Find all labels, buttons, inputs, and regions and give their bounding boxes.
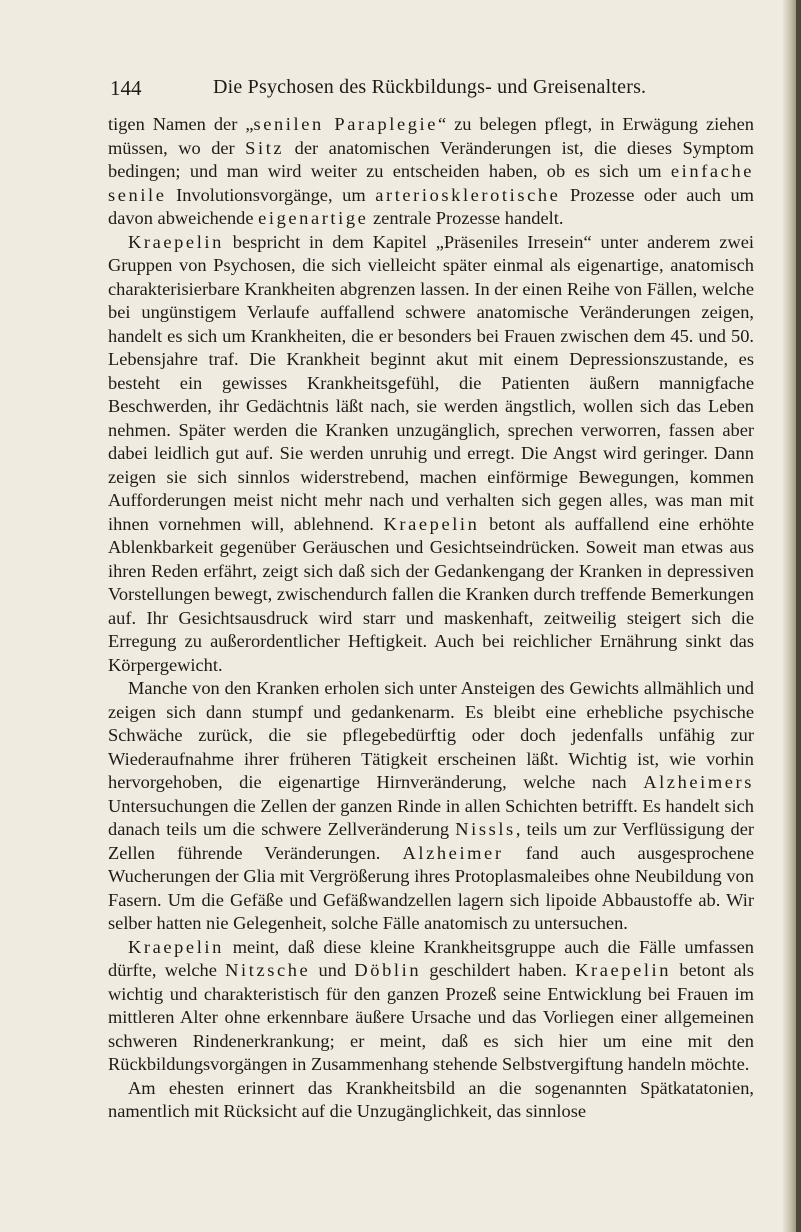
text-run: Manche von den Kranken erholen sich unter Ansteigen des Gewichts allmählich und zeigen sich dann stumpf und gedankenarm. Es bleibt eine erhebliche psychische Schwäche zurück, die sie pflegebedürftig oder doch jedenfalls unfähig zur Wiederaufnahme ihrer früheren Tätigkeit erscheinen läßt. Wichtig ist, wie vorhin hervorgehoben, die eigenartige Hirnveränderung, welche nach [108, 678, 754, 792]
paragraph [108, 1077, 754, 1124]
spaced-name: Kraepelin [128, 231, 224, 252]
spaced-name: Nitzsche [225, 960, 311, 980]
spaced-name: Alzheimer [402, 842, 504, 863]
text-run: “ zu belegen pflegt, in Erwägung ziehen müssen, wo der [108, 114, 754, 158]
text-run: Am ehesten erinnert das Krankheitsbild an die sogenannten Spätkatatonien, namentlich mit Rücksicht auf die Unzugänglichkeit, das sinnlose [108, 1077, 754, 1121]
spaced-name: Kraepelin [383, 513, 480, 534]
paragraph [108, 677, 754, 936]
body-text [108, 113, 754, 1124]
text-run: Untersuchungen die Zellen der ganzen Rinde in allen Schichten betrifft. Es handelt sich danach teils um die schwere Zellveränderung [108, 795, 754, 839]
paragraph [108, 936, 754, 1077]
spaced-name: Kraepelin [128, 936, 224, 957]
text-run: betont als auffallend eine erhöhte Ablenkbarkeit gegenüber Geräuschen und Gesichtseindrücken. Soweit man etwas aus ihren Reden erfährt, zeigt sich daß sich der Gedankengang der Kranken in depressiven Vorstellungen bewegt, zwischendurch fallen die Kranken durch treffende Bemerkungen auf. Ihr Gesichtsausdruck wird starr und maskenhaft, zeitweilig steigert sich die Erregung zu außerordentlicher Heftigkeit. Auch bei reichlicher Ernährung sinkt das Körpergewicht. [108, 513, 755, 675]
page-header [110, 76, 750, 106]
text-run: geschildert haben. [421, 960, 576, 980]
text-run: bespricht in dem Kapitel „Präseniles Irresein“ unter anderem zwei Gruppen von Psychosen, die sich vielleicht später einmal als eigenartige, anatomisch charakterisierbare Krankheiten abgrenzen lassen. In der einen Reihe von Fällen, welche bei ungünstigem Verlaufe auffallend schwere anatomische Veränderungen zeigen, handelt es sich um Krankheiten, die er besonders bei Frauen zwischen dem 45. und 50. Lebensjahre traf. Die Krankheit beginnt akut mit einem Depressionszustande, es besteht ein gewisses Krankheitsgefühl, die Patienten äußern mannigfache Beschwerden, ihr Gedächtnis läßt nach, sie werden ängstlich, wollen sich das Leben nehmen. Später werden die Kranken unzugänglich, sprechen verworren, fassen aber dabei leidlich gut auf. Sie werden unruhig und erregt. Die Angst wird geringer. Dann zeigen sie sich sinnlos widerstrebend, machen einförmige Bewegungen, kommen Aufforderungen meist nicht mehr nach und verhalten sich gegen alles, was man mit ihnen vornehmen will, ablehnend. [108, 231, 754, 534]
text-run: tigen Namen der „ [108, 114, 254, 134]
book-binding-shadow [796, 0, 801, 1232]
running-head: Die Psychosen des Rückbildungs- und Greisenalters. [213, 76, 647, 98]
text-run: Involutionsvorgänge, um [166, 184, 376, 205]
spaced-name: eigenartige [258, 208, 369, 228]
spaced-name: Kraepelin [575, 960, 672, 980]
text-run: fand auch ausgesprochene Wucherungen der Glia mit Vergrößerung ihres Protoplasmaleibes ohne Neubildung von Fasern. Um die Gefäße und Gefäßwandzellen lagern sich lipoide Abbaustoffe ab. Wir selber hatten nie Gelegenheit, solche Fälle anatomisch zu untersuchen. [108, 842, 754, 933]
spaced-name: senilen Paraplegie [253, 114, 438, 134]
paragraph [108, 113, 754, 231]
spaced-name: Sitz [245, 137, 285, 158]
spaced-name: Alzheimers [643, 772, 754, 792]
spaced-name: Döblin [354, 960, 422, 980]
paragraph [108, 231, 754, 678]
text-run: und [310, 960, 355, 980]
spaced-name: Nissls [455, 819, 516, 839]
spaced-name: arteriosklerotische [375, 184, 561, 205]
page-number: 144 [110, 76, 142, 100]
spaced-name: einfache senile [108, 161, 754, 205]
text-run: zentrale Prozesse handelt. [368, 208, 564, 228]
text-run: meint, daß diese kleine Krankheitsgruppe auch die Fälle umfassen dürfte, welche [108, 936, 754, 980]
text-run: , teils um zur Verflüssigung der Zellen führende Veränderungen. [108, 819, 754, 863]
text-run: betont als wichtig und charakteristisch für den ganzen Prozeß seine Entwicklung bei Frauen im mittleren Alter ohne erkennbare äußere Ursache und das Vorliegen einer allgemeinen schweren Rindenerkrankung; er meint, daß es sich hier um eine mit den Rückbildungsvorgängen in Zusammenhang stehende Selbstvergiftung handeln möchte. [108, 960, 754, 1074]
text-run: Prozesse oder auch um davon abweichende [108, 184, 754, 228]
text-run: der anatomischen Veränderungen ist, die dieses Symptom bedingen; und man wird weiter zu entscheiden haben, ob es sich um [108, 137, 754, 181]
